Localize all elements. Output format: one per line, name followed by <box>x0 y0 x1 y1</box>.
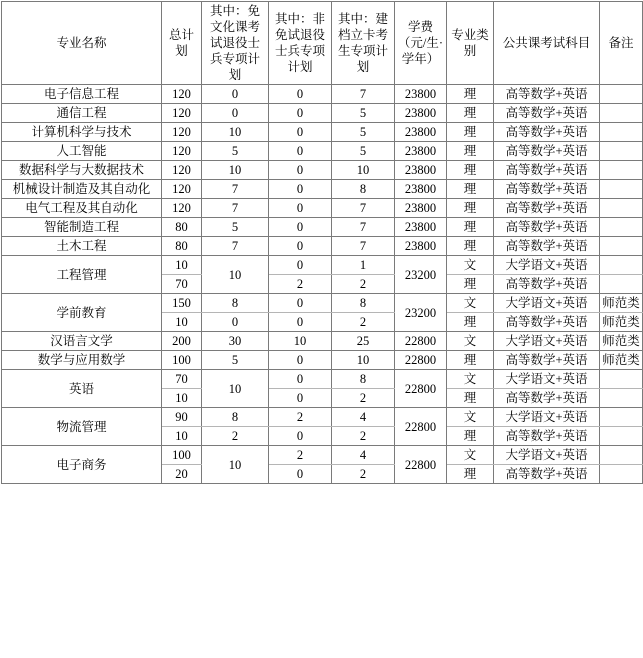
cell-nonexempt-soldier-plan: 2 <box>269 446 332 465</box>
header-poverty-card-plan: 其中：建档立卡考生专项计划 <box>332 2 395 85</box>
cell-remarks: 师范类 <box>600 294 643 313</box>
cell-total-plan: 70 <box>162 275 202 294</box>
cell-exempt-soldier-plan: 5 <box>202 142 269 161</box>
cell-total-plan: 200 <box>162 332 202 351</box>
cell-total-plan: 120 <box>162 85 202 104</box>
cell-nonexempt-soldier-plan: 0 <box>269 123 332 142</box>
cell-total-plan: 10 <box>162 256 202 275</box>
cell-total-plan: 100 <box>162 351 202 370</box>
cell-major-category: 理 <box>447 161 494 180</box>
cell-nonexempt-soldier-plan: 0 <box>269 199 332 218</box>
table-row <box>2 180 643 199</box>
cell-remarks <box>600 427 643 446</box>
table-header <box>2 2 643 85</box>
cell-poverty-card-plan: 4 <box>332 446 395 465</box>
cell-exempt-soldier-plan: 10 <box>202 123 269 142</box>
table-row <box>2 123 643 142</box>
cell-nonexempt-soldier-plan: 0 <box>269 427 332 446</box>
cell-exempt-soldier-plan: 30 <box>202 332 269 351</box>
cell-nonexempt-soldier-plan: 0 <box>269 85 332 104</box>
cell-public-exam-subjects: 高等数学+英语 <box>494 465 600 484</box>
cell-poverty-card-plan: 8 <box>332 370 395 389</box>
cell-total-plan: 80 <box>162 237 202 256</box>
cell-major-category: 理 <box>447 104 494 123</box>
cell-major-category: 理 <box>447 275 494 294</box>
cell-nonexempt-soldier-plan: 0 <box>269 294 332 313</box>
cell-tuition: 23800 <box>395 237 447 256</box>
admissions-plan-table <box>1 1 643 484</box>
cell-exempt-soldier-plan: 8 <box>202 294 269 313</box>
cell-poverty-card-plan: 2 <box>332 389 395 408</box>
header-total-plan: 总计划 <box>162 2 202 85</box>
cell-public-exam-subjects: 高等数学+英语 <box>494 180 600 199</box>
cell-public-exam-subjects: 高等数学+英语 <box>494 313 600 332</box>
cell-major-name: 工程管理 <box>2 256 162 294</box>
cell-major-category: 文 <box>447 332 494 351</box>
cell-poverty-card-plan: 7 <box>332 218 395 237</box>
cell-poverty-card-plan: 10 <box>332 161 395 180</box>
cell-major-name: 智能制造工程 <box>2 218 162 237</box>
cell-tuition: 23800 <box>395 104 447 123</box>
cell-exempt-soldier-plan: 7 <box>202 199 269 218</box>
cell-nonexempt-soldier-plan: 0 <box>269 313 332 332</box>
cell-poverty-card-plan: 7 <box>332 237 395 256</box>
cell-public-exam-subjects: 大学语文+英语 <box>494 256 600 275</box>
cell-poverty-card-plan: 2 <box>332 275 395 294</box>
cell-public-exam-subjects: 大学语文+英语 <box>494 446 600 465</box>
cell-total-plan: 120 <box>162 199 202 218</box>
cell-public-exam-subjects: 高等数学+英语 <box>494 85 600 104</box>
cell-major-name: 通信工程 <box>2 104 162 123</box>
cell-tuition: 23200 <box>395 294 447 332</box>
cell-nonexempt-soldier-plan: 0 <box>269 389 332 408</box>
cell-exempt-soldier-plan: 5 <box>202 218 269 237</box>
cell-poverty-card-plan: 8 <box>332 294 395 313</box>
cell-public-exam-subjects: 高等数学+英语 <box>494 237 600 256</box>
cell-major-category: 理 <box>447 123 494 142</box>
header-row <box>2 2 643 85</box>
cell-tuition: 22800 <box>395 332 447 351</box>
cell-nonexempt-soldier-plan: 0 <box>269 161 332 180</box>
cell-major-name: 数据科学与大数据技术 <box>2 161 162 180</box>
cell-exempt-soldier-plan: 7 <box>202 237 269 256</box>
cell-total-plan: 10 <box>162 427 202 446</box>
cell-public-exam-subjects: 高等数学+英语 <box>494 427 600 446</box>
cell-major-category: 理 <box>447 218 494 237</box>
cell-nonexempt-soldier-plan: 2 <box>269 408 332 427</box>
table-row <box>2 332 643 351</box>
cell-major-category: 文 <box>447 446 494 465</box>
cell-total-plan: 80 <box>162 218 202 237</box>
cell-remarks: 师范类 <box>600 332 643 351</box>
table-row <box>2 408 643 427</box>
cell-major-category: 文 <box>447 408 494 427</box>
table-row <box>2 294 643 313</box>
cell-total-plan: 120 <box>162 180 202 199</box>
cell-tuition: 23800 <box>395 199 447 218</box>
cell-remarks: 师范类 <box>600 313 643 332</box>
cell-nonexempt-soldier-plan: 0 <box>269 465 332 484</box>
cell-nonexempt-soldier-plan: 0 <box>269 142 332 161</box>
table-row <box>2 161 643 180</box>
cell-public-exam-subjects: 大学语文+英语 <box>494 408 600 427</box>
cell-poverty-card-plan: 5 <box>332 142 395 161</box>
cell-major-category: 理 <box>447 465 494 484</box>
cell-tuition: 22800 <box>395 351 447 370</box>
cell-total-plan: 90 <box>162 408 202 427</box>
cell-remarks <box>600 237 643 256</box>
header-major-category: 专业类别 <box>447 2 494 85</box>
cell-poverty-card-plan: 5 <box>332 104 395 123</box>
cell-poverty-card-plan: 10 <box>332 351 395 370</box>
table-row <box>2 351 643 370</box>
table-row <box>2 104 643 123</box>
table-row <box>2 85 643 104</box>
cell-major-name: 电子商务 <box>2 446 162 484</box>
cell-total-plan: 100 <box>162 446 202 465</box>
cell-total-plan: 120 <box>162 161 202 180</box>
cell-remarks <box>600 370 643 389</box>
cell-nonexempt-soldier-plan: 0 <box>269 218 332 237</box>
cell-exempt-soldier-plan: 10 <box>202 161 269 180</box>
cell-major-name: 计算机科学与技术 <box>2 123 162 142</box>
header-remarks: 备注 <box>600 2 643 85</box>
cell-total-plan: 120 <box>162 104 202 123</box>
cell-major-name: 学前教育 <box>2 294 162 332</box>
header-tuition: 学费（元/生·学年） <box>395 2 447 85</box>
cell-poverty-card-plan: 7 <box>332 85 395 104</box>
cell-total-plan: 120 <box>162 123 202 142</box>
cell-nonexempt-soldier-plan: 0 <box>269 351 332 370</box>
cell-remarks <box>600 161 643 180</box>
cell-major-name: 人工智能 <box>2 142 162 161</box>
cell-exempt-soldier-plan: 10 <box>202 256 269 294</box>
cell-tuition: 22800 <box>395 446 447 484</box>
cell-poverty-card-plan: 4 <box>332 408 395 427</box>
cell-major-category: 理 <box>447 199 494 218</box>
cell-poverty-card-plan: 1 <box>332 256 395 275</box>
cell-nonexempt-soldier-plan: 0 <box>269 237 332 256</box>
cell-exempt-soldier-plan: 10 <box>202 446 269 484</box>
cell-remarks <box>600 199 643 218</box>
cell-tuition: 23200 <box>395 256 447 294</box>
cell-nonexempt-soldier-plan: 0 <box>269 180 332 199</box>
header-exempt-soldier-plan: 其中：免文化课考试退役士兵专项计划 <box>202 2 269 85</box>
cell-public-exam-subjects: 高等数学+英语 <box>494 104 600 123</box>
cell-remarks <box>600 104 643 123</box>
cell-major-category: 理 <box>447 237 494 256</box>
cell-major-category: 理 <box>447 351 494 370</box>
cell-exempt-soldier-plan: 8 <box>202 408 269 427</box>
cell-total-plan: 10 <box>162 313 202 332</box>
table-row <box>2 446 643 465</box>
cell-total-plan: 70 <box>162 370 202 389</box>
table-row <box>2 142 643 161</box>
cell-exempt-soldier-plan: 0 <box>202 313 269 332</box>
cell-public-exam-subjects: 高等数学+英语 <box>494 199 600 218</box>
header-nonexempt-soldier-plan: 其中：非免试退役士兵专项计划 <box>269 2 332 85</box>
cell-total-plan: 10 <box>162 389 202 408</box>
cell-major-category: 理 <box>447 313 494 332</box>
cell-poverty-card-plan: 2 <box>332 313 395 332</box>
cell-poverty-card-plan: 5 <box>332 123 395 142</box>
cell-exempt-soldier-plan: 5 <box>202 351 269 370</box>
cell-major-name: 电气工程及其自动化 <box>2 199 162 218</box>
cell-public-exam-subjects: 大学语文+英语 <box>494 332 600 351</box>
cell-poverty-card-plan: 2 <box>332 427 395 446</box>
cell-major-category: 理 <box>447 142 494 161</box>
cell-tuition: 22800 <box>395 370 447 408</box>
table-row <box>2 237 643 256</box>
table-body <box>2 85 643 484</box>
cell-tuition: 23800 <box>395 161 447 180</box>
cell-remarks <box>600 142 643 161</box>
table-row <box>2 199 643 218</box>
cell-exempt-soldier-plan: 7 <box>202 180 269 199</box>
cell-poverty-card-plan: 25 <box>332 332 395 351</box>
cell-nonexempt-soldier-plan: 10 <box>269 332 332 351</box>
header-public-exam-subjects: 公共课考试科目 <box>494 2 600 85</box>
cell-poverty-card-plan: 7 <box>332 199 395 218</box>
cell-nonexempt-soldier-plan: 0 <box>269 104 332 123</box>
cell-remarks: 师范类 <box>600 351 643 370</box>
cell-public-exam-subjects: 高等数学+英语 <box>494 142 600 161</box>
cell-public-exam-subjects: 高等数学+英语 <box>494 389 600 408</box>
cell-remarks <box>600 446 643 465</box>
cell-nonexempt-soldier-plan: 2 <box>269 275 332 294</box>
cell-exempt-soldier-plan: 10 <box>202 370 269 408</box>
table-row <box>2 370 643 389</box>
cell-remarks <box>600 218 643 237</box>
cell-major-name: 电子信息工程 <box>2 85 162 104</box>
header-major-name: 专业名称 <box>2 2 162 85</box>
cell-public-exam-subjects: 高等数学+英语 <box>494 351 600 370</box>
cell-total-plan: 150 <box>162 294 202 313</box>
cell-tuition: 23800 <box>395 218 447 237</box>
cell-major-category: 文 <box>447 294 494 313</box>
cell-exempt-soldier-plan: 0 <box>202 104 269 123</box>
cell-public-exam-subjects: 高等数学+英语 <box>494 123 600 142</box>
cell-major-category: 理 <box>447 427 494 446</box>
cell-poverty-card-plan: 8 <box>332 180 395 199</box>
cell-major-name: 土木工程 <box>2 237 162 256</box>
cell-major-category: 文 <box>447 256 494 275</box>
cell-remarks <box>600 389 643 408</box>
cell-tuition: 22800 <box>395 408 447 446</box>
cell-exempt-soldier-plan: 0 <box>202 85 269 104</box>
cell-major-name: 数学与应用数学 <box>2 351 162 370</box>
cell-tuition: 23800 <box>395 180 447 199</box>
cell-total-plan: 20 <box>162 465 202 484</box>
cell-public-exam-subjects: 大学语文+英语 <box>494 294 600 313</box>
cell-remarks <box>600 275 643 294</box>
cell-nonexempt-soldier-plan: 0 <box>269 256 332 275</box>
cell-major-name: 汉语言文学 <box>2 332 162 351</box>
cell-remarks <box>600 408 643 427</box>
cell-major-category: 文 <box>447 370 494 389</box>
cell-total-plan: 120 <box>162 142 202 161</box>
cell-tuition: 23800 <box>395 142 447 161</box>
table-row <box>2 218 643 237</box>
cell-remarks <box>600 465 643 484</box>
cell-poverty-card-plan: 2 <box>332 465 395 484</box>
cell-tuition: 23800 <box>395 85 447 104</box>
cell-remarks <box>600 123 643 142</box>
cell-major-name: 物流管理 <box>2 408 162 446</box>
cell-major-category: 理 <box>447 389 494 408</box>
cell-nonexempt-soldier-plan: 0 <box>269 370 332 389</box>
cell-public-exam-subjects: 高等数学+英语 <box>494 161 600 180</box>
cell-remarks <box>600 180 643 199</box>
cell-exempt-soldier-plan: 2 <box>202 427 269 446</box>
cell-major-name: 英语 <box>2 370 162 408</box>
cell-remarks <box>600 85 643 104</box>
cell-public-exam-subjects: 高等数学+英语 <box>494 218 600 237</box>
table-row <box>2 256 643 275</box>
cell-major-category: 理 <box>447 180 494 199</box>
cell-major-name: 机械设计制造及其自动化 <box>2 180 162 199</box>
cell-tuition: 23800 <box>395 123 447 142</box>
cell-remarks <box>600 256 643 275</box>
cell-major-category: 理 <box>447 85 494 104</box>
cell-public-exam-subjects: 大学语文+英语 <box>494 370 600 389</box>
cell-public-exam-subjects: 高等数学+英语 <box>494 275 600 294</box>
